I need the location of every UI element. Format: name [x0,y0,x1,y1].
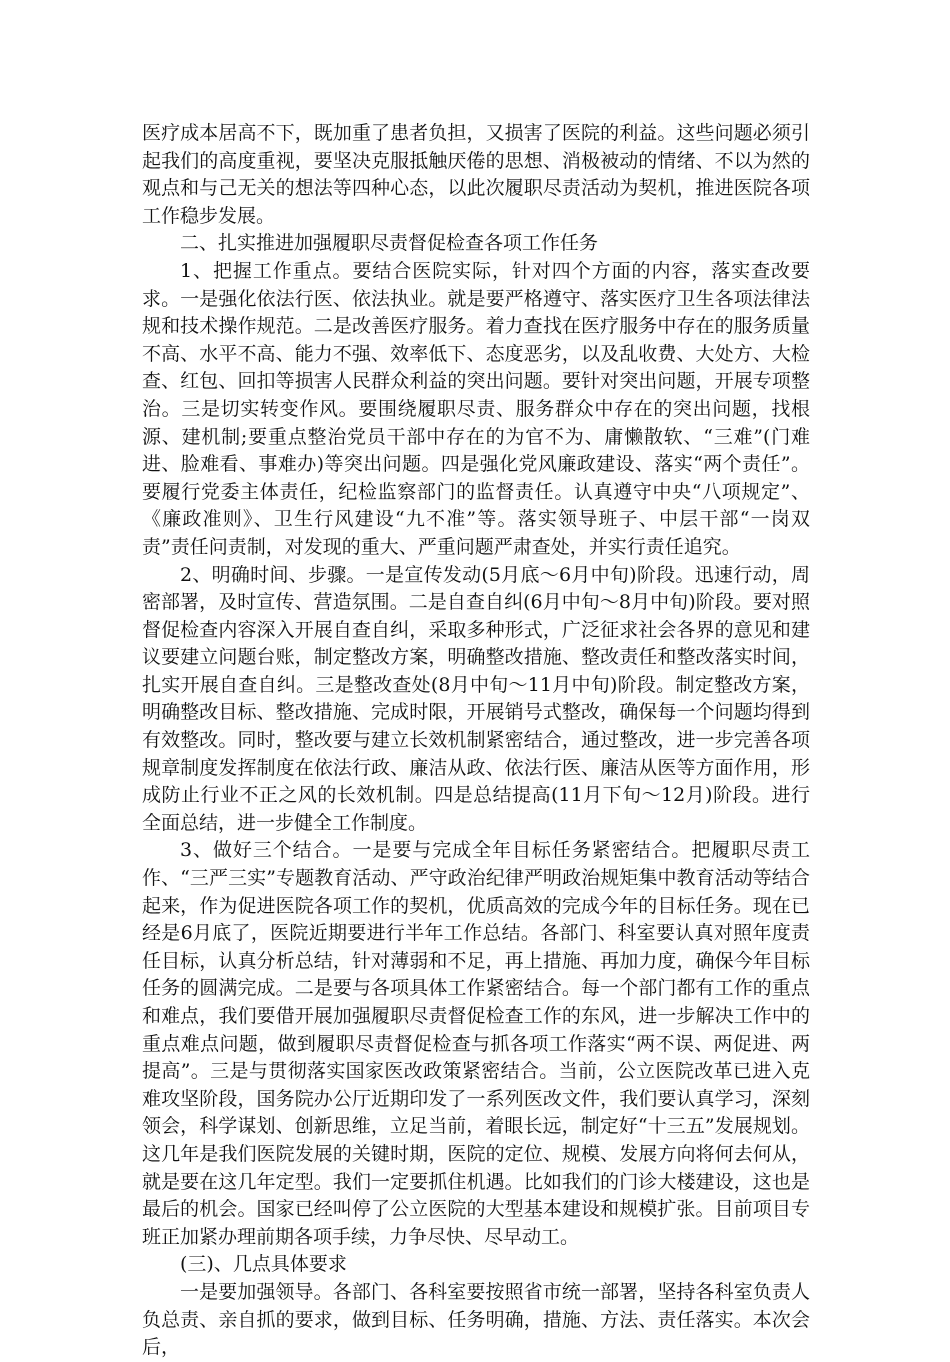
paragraph-three-combinations: 3、做好三个结合。一是要与完成全年目标任务紧密结合。把履职尽责工作、“三严三实”专题教育活动、严守政治纪律严明政治规矩集中教育活动等结合起来，作为促进医院各项工作的契机，优质高效的完成今年的目标任务。现在已经是6月底了，医院近期要进行半年工作总结。各部门、科室要认真对照年度责任目标，认真分析总结，针对薄弱和不足，再上措施、再加力度，确保今年目标任务的圆满完成。二是要与各项具体工作紧密结合。每一个部门都有工作的重点和难点，我们要借开展加强履职尽责督促检查工作的东风，进一步解决工作中的重点难点问题，做到履职尽责督促检查与抓各项工作落实“两不误、两促进、两提高”。三是与贯彻落实国家医改政策紧密结合。当前，公立医院改革已进入克难攻坚阶段，国务院办公厅近期印发了一系列医改文件，我们要认真学习，深刻领会，科学谋划、创新思维，立足当前，着眼长远，制定好“十三五”发展规划。这几年是我们医院发展的关键时期，医院的定位、规模、发展方向将何去何从，就是要在这几年定型。我们一定要抓住机遇。比如我们的门诊大楼建设，这也是最后的机会。国家已经叫停了公立医院的大型基本建设和规模扩张。目前项目专班正加紧办理前期各项手续，力争尽快、尽早动工。 [142,839,810,1248]
paragraph-requirements: 一是要加强领导。各部门、各科室要按照省市统一部署，坚持各科室负责人负总责、亲自抓的要求，做到目标、任务明确，措施、方法、责任落实。本次会后， [142,1280,810,1359]
paragraph-work-focus: 1、把握工作重点。要结合医院实际，针对四个方面的内容，落实查改要求。一是强化依法行医、依法执业。就是要严格遵守、落实医疗卫生各项法律法规和技术操作规范。二是改善医疗服务。着力查找在医疗服务中存在的服务质量不高、水平不高、能力不强、效率低下、态度恶劣，以及乱收费、大处方、大检查、红包、回扣等损害人民群众利益的突出问题。要针对突出问题，开展专项整治。三是切实转变作风。要围绕履职尽责、服务群众中存在的突出问题，找根源、建机制;要重点整治党员干部中存在的为官不为、庸懒散软、“三难”(门难进、脸难看、事难办)等突出问题。四是强化党风廉政建设、落实“两个责任”。要履行党委主体责任，纪检监察部门的监督责任。认真遵守中央“八项规定”、《廉政准则》、卫生行风建设“九不准”等。落实领导班子、中层干部“一岗双责”责任问责制，对发现的重大、严重问题严肃查处，并实行责任追究。 [142,259,810,558]
section-heading-2: 二、扎实推进加强履职尽责督促检查各项工作任务 [180,232,599,255]
paragraph-timeline-steps: 2、明确时间、步骤。一是宣传发动(5月底～6月中旬)阶段。迅速行动，周密部署，及时宣传、营造氛围。二是自查自纠(6月中旬～8月中旬)阶段。要对照督促检查内容深入开展自查自纠，采取多种形式，广泛征求社会各界的意见和建议要建立问题台账，制定整改方案，明确整改措施、整改责任和整改落实时间，扎实开展自查自纠。三是整改查处(8月中旬～11月中旬)阶段。制定整改方案，明确整改目标、整改措施、完成时限，开展销号式整改，确保每一个问题均得到有效整改。同时，整改要与建立长效机制紧密结合，通过整改，进一步完善各项规章制度发挥制度在依法行政、廉洁从政、依法行医、廉洁从医等方面作用，形成防止行业不正之风的长效机制。四是总结提高(11月下旬～12月)阶段。进行全面总结，进一步健全工作制度。 [142,563,810,834]
document-body [142,120,810,1362]
section-heading-3: (三)、几点具体要求 [180,1253,347,1276]
paragraph-intro-continuation: 医疗成本居高不下，既加重了患者负担，又损害了医院的利益。这些问题必须引起我们的高度重视，要坚决克服抵触厌倦的思想、消极被动的情绪、不以为然的观点和与己无关的想法等四种心态，以此次履职尽责活动为契机，推进医院各项工作稳步发展。 [142,122,810,227]
